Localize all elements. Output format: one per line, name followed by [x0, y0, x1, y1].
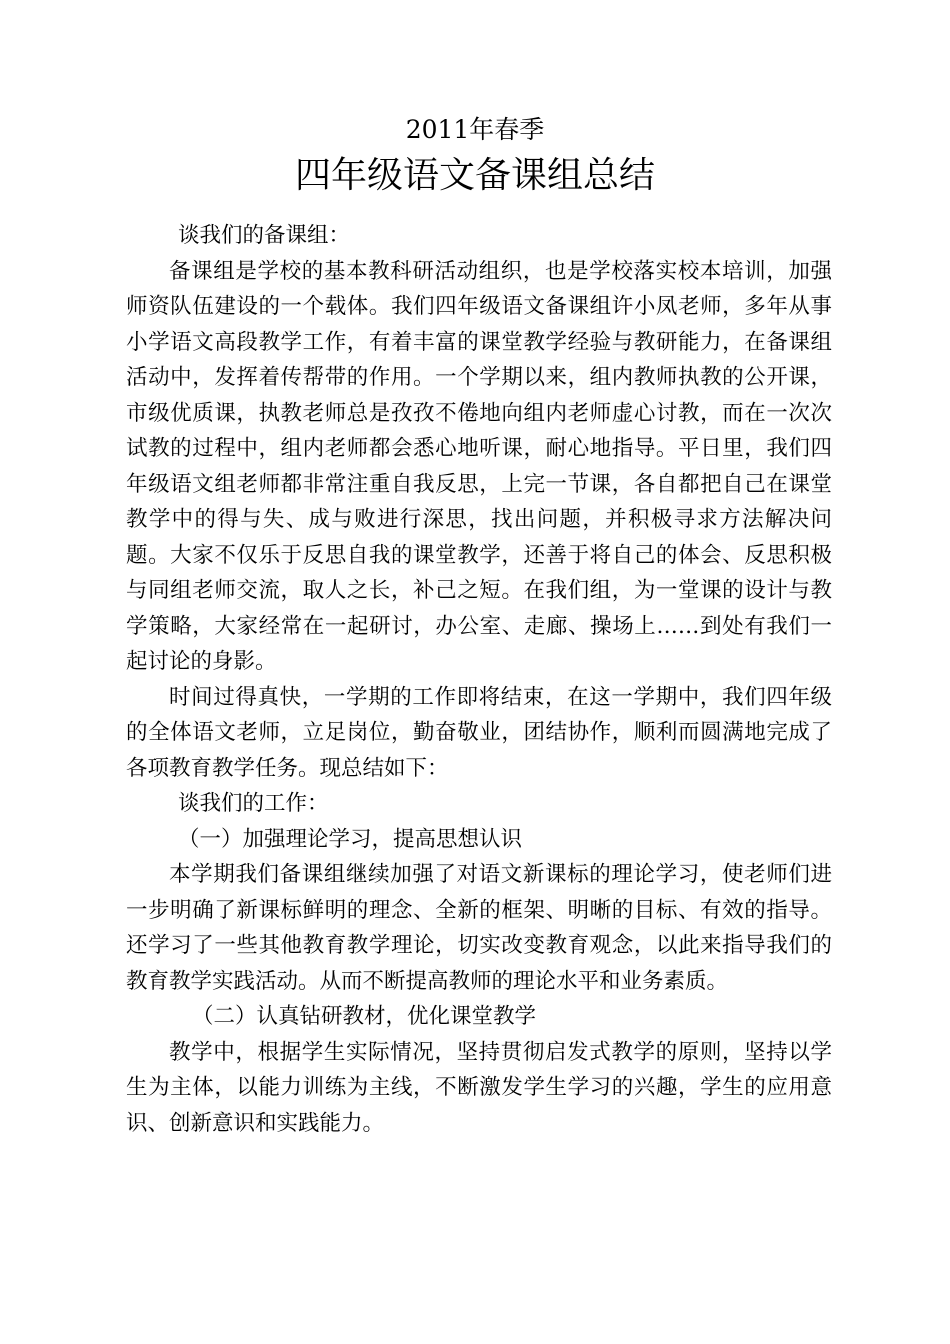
- document-title: 四年级语文备课组总结: [294, 155, 655, 196]
- section-heading-work: 谈我们的工作：: [178, 791, 329, 816]
- paragraph-theory-study: 本学期我们备课组继续加强了对语文新课标的理论学习，使老师们进一步明确了新课标鲜明的理念、全新的框架、明晰的目标、有效的指导。还学习了一些其他教育教学理论，切实改变教育观念，以此来指导我们的教育教学实践活动。从而不断提高教师的理论水平和业务素质。: [126, 862, 832, 994]
- subheading-teaching-materials: （二）认真钻研教材，优化课堂教学: [192, 1004, 537, 1029]
- document-body: [126, 218, 832, 1141]
- subheading-theory-study: （一）加强理论学习，提高思想认识: [178, 826, 523, 852]
- paragraph-semester-intro: 时间过得真快，一学期的工作即将结束，在这一学期中，我们四年级的全体语文老师，立足岗位，勤奋敬业，团结协作，顺利而圆满地完成了各项教育教学任务。现总结如下：: [126, 684, 832, 781]
- paragraph-teaching-practice: 教学中，根据学生实际情况，坚持贯彻启发式教学的原则，坚持以学生为主体，以能力训练为主线，不断激发学生学习的兴趣，学生的应用意识、创新意识和实践能力。: [126, 1039, 832, 1136]
- paragraph-team-description: 备课组是学校的基本教科研活动组织，也是学校落实校本培训，加强师资队伍建设的一个载体。我们四年级语文备课组许小凤老师，多年从事小学语文高段教学工作，有着丰富的课堂教学经验与教研能力，在备课组活动中，发挥着传帮带的作用。一个学期以来，组内教师执教的公开课，市级优质课，执教老师总是孜孜不倦地向组内老师虚心讨教，而在一次次试教的过程中，组内老师都会悉心地听课，耐心地指导。平日里，我们四年级语文组老师都非常注重自我反思，上完一节课，各自都把自己在课堂教学中的得与失、成与败进行深思，找出问题，并积极寻求方法解决问题。大家不仅乐于反思自我的课堂教学，还善于将自己的体会、反思积极与同组老师交流，取人之长，补己之短。在我们组，为一堂课的设计与教学策略，大家经常在一起研讨，办公室、走廊、操场上……到处有我们一起讨论的身影。: [126, 258, 832, 674]
- section-heading-team: 谈我们的备课组：: [178, 223, 351, 248]
- document-subtitle: 2011年春季: [405, 115, 545, 144]
